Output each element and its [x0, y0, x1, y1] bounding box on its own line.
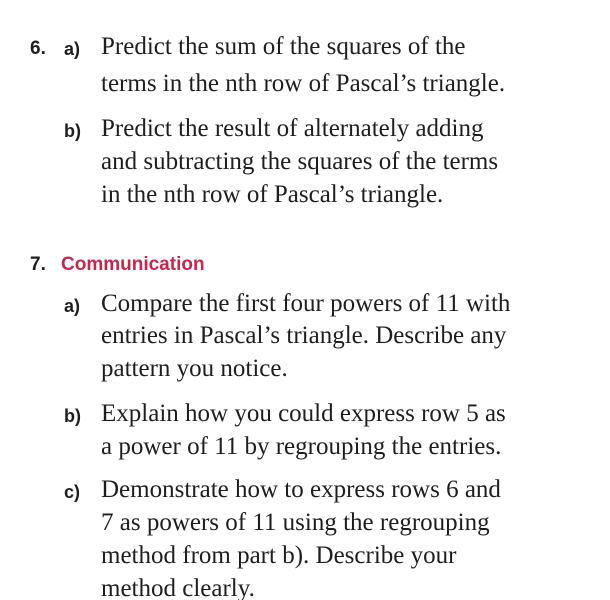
question-7b-line-1: Explain how you could express row 5 as — [101, 400, 506, 427]
question-6b-line-3: in the nth row of Pascal’s triangle. — [101, 181, 444, 208]
question-6-number: 6. — [30, 38, 46, 59]
question-7b-line-2: a power of 11 by regrouping the entries. — [101, 433, 502, 460]
question-7c-line-2: 7 as powers of 11 using the regrouping — [101, 509, 490, 536]
question-7c-line-3: method from part b). Describe your — [101, 542, 457, 569]
question-7a-line-3: pattern you notice. — [101, 355, 288, 382]
question-6b-line-2: and subtracting the squares of the terms — [101, 148, 499, 175]
question-7b-label: b) — [64, 406, 81, 426]
question-7a-label: a) — [64, 296, 81, 316]
question-7c-line-4: method clearly. — [101, 575, 255, 600]
question-6b-label: b) — [64, 121, 81, 141]
question-7-number: 7. — [30, 254, 46, 275]
question-6a-line-2: terms in the nth row of Pascal’s triangle. — [101, 70, 506, 97]
question-7a-line-2: entries in Pascal’s triangle. Describe any — [101, 322, 507, 349]
question-6a-line-1: Predict the sum of the squares of the — [101, 33, 466, 60]
question-7-heading: Communication — [61, 254, 205, 275]
question-7a-line-1: Compare the first four powers of 11 with — [101, 290, 511, 317]
question-7c-line-1: Demonstrate how to express rows 6 and — [101, 476, 501, 503]
question-7c-label: c) — [64, 482, 81, 502]
question-6a-label: a) — [64, 39, 81, 59]
question-6b-line-1: Predict the result of alternately adding — [101, 115, 484, 142]
